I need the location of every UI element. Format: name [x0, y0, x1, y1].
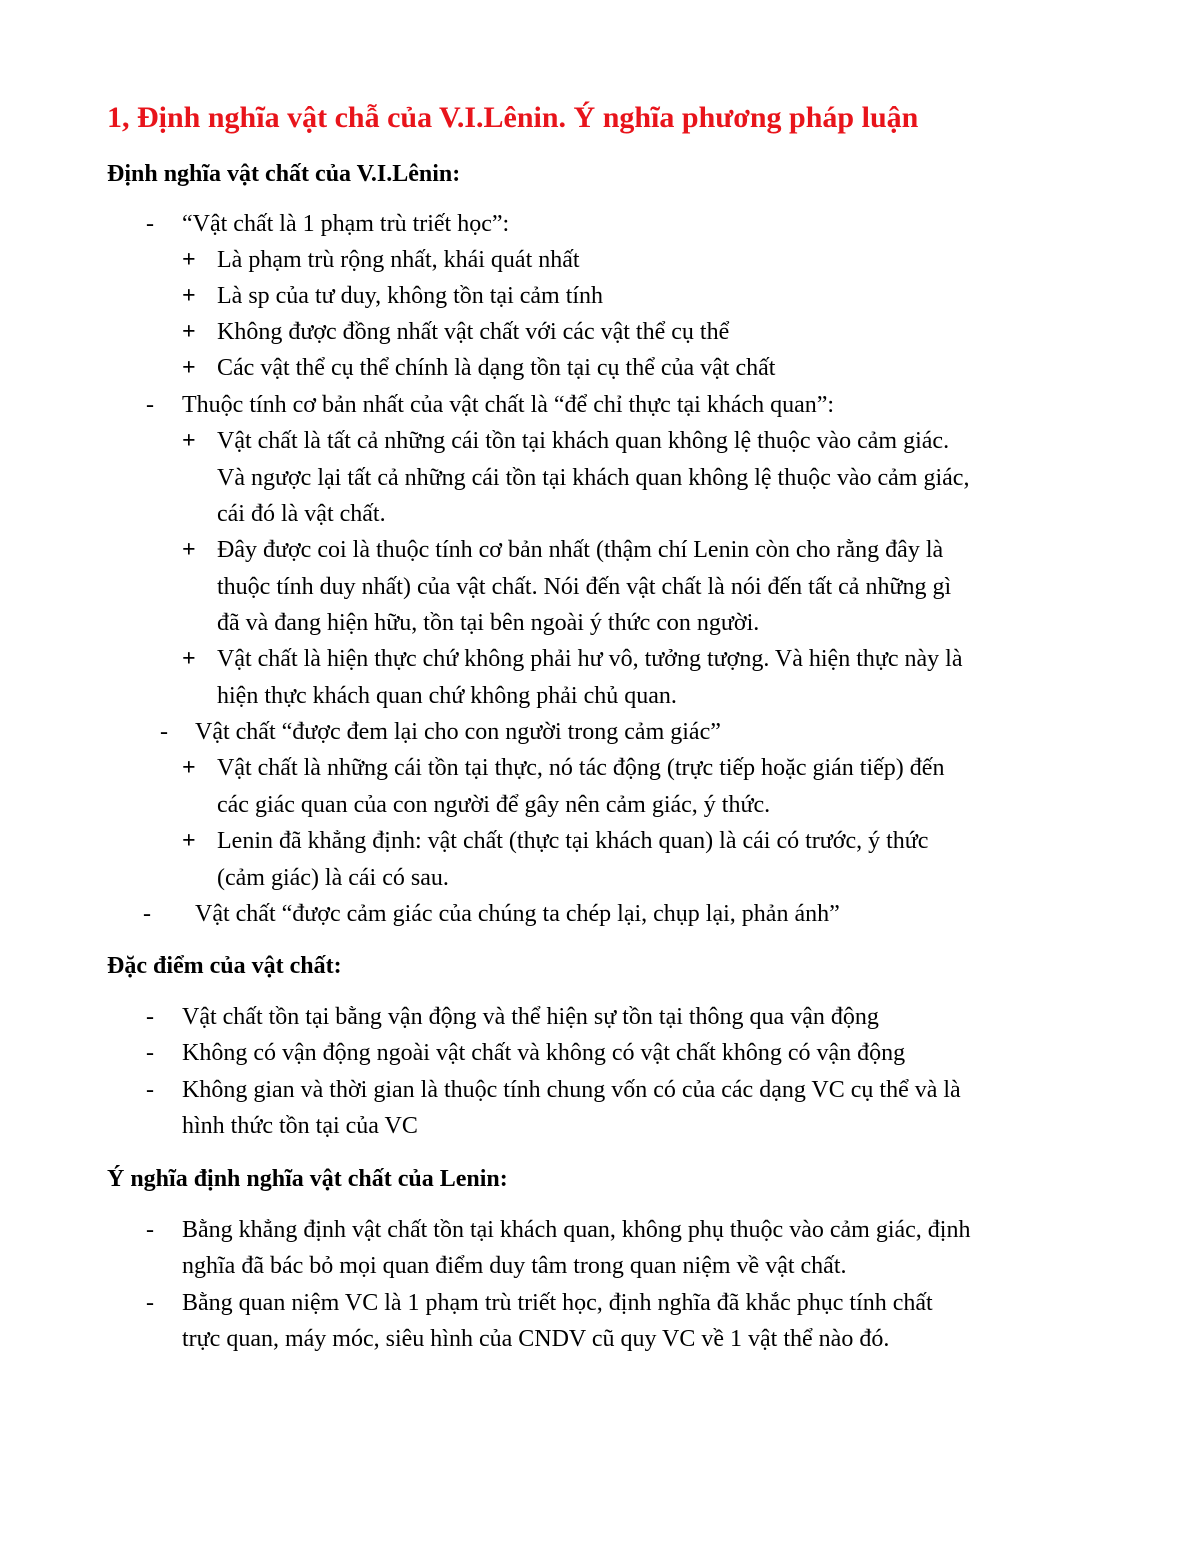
list-item-line: Bằng quan niệm VC là 1 phạm trù triết học, định nghĩa đã khắc phục tính chất — [182, 1290, 933, 1316]
list-item: Vật chất “được cảm giác của chúng ta chép lại, chụp lại, phản ánh” — [195, 901, 840, 927]
list-item: Không có vận động ngoài vật chất và không có vật chất không có vận động — [182, 1040, 906, 1066]
section-heading-definition: Định nghĩa vật chất của V.I.Lênin: — [107, 161, 461, 187]
plus-bullet: + — [182, 355, 196, 381]
dash-bullet: - — [146, 1217, 154, 1243]
list-item: Vật chất tồn tại bằng vận động và thể hiện sự tồn tại thông qua vận động — [182, 1004, 879, 1030]
plus-bullet: + — [182, 828, 196, 854]
list-item-line: hình thức tồn tại của VC — [182, 1113, 418, 1139]
plus-bullet: + — [182, 428, 196, 454]
sub-list-item: Không được đồng nhất vật chất với các vật thể cụ thể — [217, 319, 730, 345]
sub-list-item-line: (cảm giác) là cái có sau. — [217, 865, 449, 891]
list-item-line: nghĩa đã bác bỏ mọi quan điểm duy tâm trong quan niệm về vật chất. — [182, 1253, 847, 1279]
dash-bullet: - — [146, 1004, 154, 1030]
section-heading-characteristics: Đặc điểm của vật chất: — [107, 953, 342, 979]
sub-list-item-line: đã và đang hiện hữu, tồn tại bên ngoài ý thức con người. — [217, 610, 760, 636]
sub-list-item-line: các giác quan của con người để gây nên cảm giác, ý thức. — [217, 792, 771, 818]
list-item: Vật chất “được đem lại cho con người trong cảm giác” — [195, 719, 721, 745]
list-item: Thuộc tính cơ bản nhất của vật chất là “để chỉ thực tại khách quan”: — [182, 392, 835, 418]
plus-bullet: + — [182, 247, 196, 273]
sub-list-item-line: Vật chất là hiện thực chứ không phải hư vô, tưởng tượng. Và hiện thực này là — [217, 646, 963, 672]
sub-list-item-line: Lenin đã khẳng định: vật chất (thực tại khách quan) là cái có trước, ý thức — [217, 828, 929, 854]
plus-bullet: + — [182, 319, 196, 345]
sub-list-item: Là phạm trù rộng nhất, khái quát nhất — [217, 247, 580, 273]
sub-list-item-line: hiện thực khách quan chứ không phải chủ quan. — [217, 683, 677, 709]
plus-bullet: + — [182, 755, 196, 781]
sub-list-item-line: cái đó là vật chất. — [217, 501, 386, 527]
sub-list-item: Là sp của tư duy, không tồn tại cảm tính — [217, 283, 604, 309]
sub-list-item-line: thuộc tính duy nhất) của vật chất. Nói đến vật chất là nói đến tất cả những gì — [217, 574, 952, 600]
list-item-line: Bằng khẳng định vật chất tồn tại khách quan, không phụ thuộc vào cảm giác, định — [182, 1217, 971, 1243]
sub-list-item-line: Và ngược lại tất cả những cái tồn tại khách quan không lệ thuộc vào cảm giác, — [217, 465, 970, 491]
sub-list-item-line: Vật chất là tất cả những cái tồn tại khách quan không lệ thuộc vào cảm giác. — [217, 428, 950, 454]
dash-bullet: - — [160, 719, 168, 745]
list-item-line: Không gian và thời gian là thuộc tính chung vốn có của các dạng VC cụ thể và là — [182, 1077, 961, 1103]
list-item-line: trực quan, máy móc, siêu hình của CNDV cũ quy VC về 1 vật thể nào đó. — [182, 1326, 890, 1352]
dash-bullet: - — [146, 1040, 154, 1066]
dash-bullet: - — [146, 1290, 154, 1316]
dash-bullet: - — [146, 1077, 154, 1103]
plus-bullet: + — [182, 283, 196, 309]
plus-bullet: + — [182, 537, 196, 563]
sub-list-item-line: Đây được coi là thuộc tính cơ bản nhất (thậm chí Lenin còn cho rằng đây là — [217, 537, 944, 563]
plus-bullet: + — [182, 646, 196, 672]
dash-bullet: - — [146, 211, 154, 237]
dash-bullet: - — [143, 901, 151, 927]
sub-list-item: Các vật thể cụ thể chính là dạng tồn tại cụ thể của vật chất — [217, 355, 776, 381]
sub-list-item-line: Vật chất là những cái tồn tại thực, nó tác động (trực tiếp hoặc gián tiếp) đến — [217, 755, 945, 781]
list-item: “Vật chất là 1 phạm trù triết học”: — [182, 211, 510, 237]
document-title: 1, Định nghĩa vật chẫ của V.I.Lênin. Ý nghĩa phương pháp luận — [107, 101, 919, 134]
section-heading-significance: Ý nghĩa định nghĩa vật chất của Lenin: — [107, 1166, 508, 1192]
dash-bullet: - — [146, 392, 154, 418]
